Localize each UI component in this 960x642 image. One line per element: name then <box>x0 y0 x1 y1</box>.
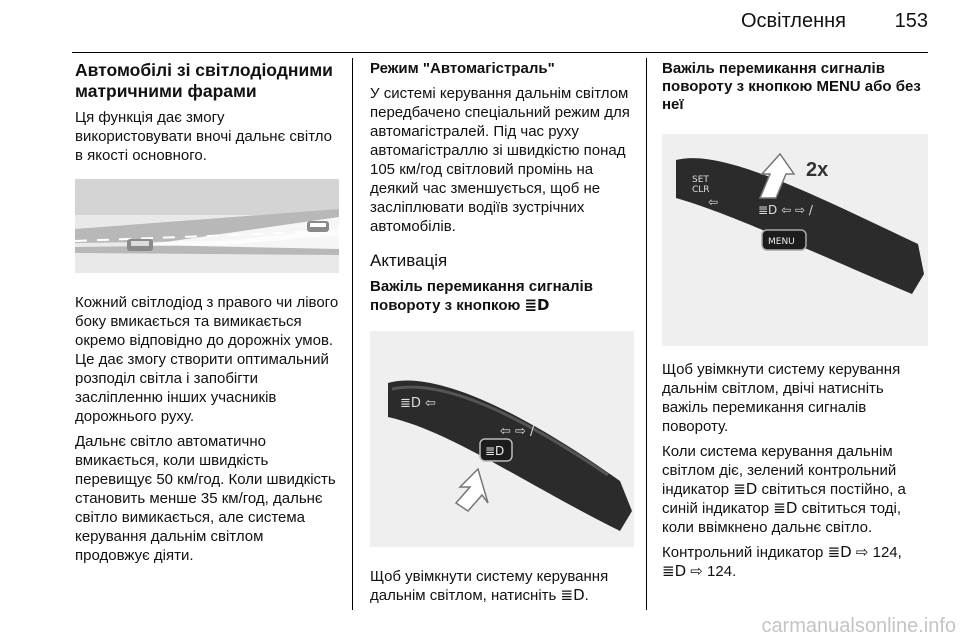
auto-beam-icon: ≣D <box>560 586 585 604</box>
auto-beam-indicator-icon: ≣D <box>827 543 852 561</box>
paragraph-double-press: Щоб увімкнути систему керування дальнім світлом, двічі натисніть важіль перемикання сигналів повороту. <box>662 361 901 435</box>
lever-push-illustration <box>662 134 928 346</box>
caption-press-button: Щоб увімкнути систему керування дальнім світлом, натисніть ≣D. <box>370 568 609 604</box>
watermark: carmanualsonline.info <box>761 615 956 637</box>
car-oncoming-icon <box>307 221 329 232</box>
paragraph-auto-high-beam: Дальнє світло автоматично вмикається, коли швидкість перевищує 50 км/год. Коли швидкість становить менше 35 км/год, дальнє світло вимикається, але система керування дальнім світлом продовжує діяти. <box>75 433 336 564</box>
column-divider-2 <box>646 58 647 610</box>
column-1 <box>75 60 339 571</box>
intro-paragraph: Ця функція дає змогу використовувати вночі дальнє світло в якості основного. <box>75 109 333 164</box>
subheading-button-lever: Важіль перемикання сигналів повороту з кнопкою ≣D <box>370 278 593 314</box>
page-reference-arrow-icon: ⇨ <box>690 562 703 580</box>
svg-text:MENU: MENU <box>768 237 795 247</box>
svg-text:SET: SET <box>692 175 709 185</box>
paragraph-indicator-refs: Контрольний індикатор ≣D ⇨ 124, ≣D ⇨ 124. <box>662 543 902 580</box>
section-heading-highway: Режим "Автомагістраль" <box>370 60 555 77</box>
auto-beam-indicator-icon: ≣D <box>733 480 758 498</box>
page-number: 153 <box>894 10 928 32</box>
column-3 <box>662 60 928 587</box>
high-beam-indicator-icon: ≣D <box>662 562 687 580</box>
section-heading-activation: Активація <box>370 251 448 270</box>
car-front-icon <box>127 239 153 251</box>
column-divider-1 <box>352 58 353 610</box>
svg-text:⇦ ⇨ /: ⇦ ⇨ / <box>500 424 535 439</box>
double-press-label: 2x <box>806 159 829 181</box>
page-reference-2[interactable]: 124. <box>707 563 737 580</box>
paragraph-led-control: Кожний світлодіод з правого чи лівого боку вмикається та вимикається окремо відповідно до дорожніх умов. Це дає змогу створити оптимальний розподіл світла і запобігти засліпленню інших учасників дорожнього руху. <box>75 294 339 425</box>
page-reference-1[interactable]: 124, <box>872 544 902 561</box>
svg-text:CLR: CLR <box>692 185 710 195</box>
lever-button-illustration <box>370 331 634 547</box>
subheading-menu-lever: Важіль перемикання сигналів повороту з кнопкою MENU або без неї <box>662 60 921 113</box>
svg-text:≣D ⇦: ≣D ⇦ <box>400 396 436 411</box>
high-beam-indicator-icon: ≣D <box>773 499 798 517</box>
page-title: Освітлення <box>740 10 846 32</box>
section-heading-matrix: Автомобілі зі світлодіодними матричними фарами <box>75 60 333 101</box>
road-beam-illustration <box>75 179 339 273</box>
auto-beam-icon: ≣D <box>524 296 550 314</box>
header-divider <box>72 52 928 53</box>
svg-text:⇦: ⇦ <box>708 195 719 209</box>
svg-text:≣D: ≣D <box>485 444 505 458</box>
column-2 <box>370 60 634 611</box>
paragraph-indicators: Коли система керування дальнім світлом діє, зелений контрольний індикатор ≣D світиться постійно, а синій індикатор ≣D світиться тоді, коли ввімкнено дальнє світло. <box>662 443 906 536</box>
svg-text:≣D ⇦ ⇨ /: ≣D ⇦ ⇨ / <box>758 203 813 217</box>
page-reference-arrow-icon: ⇨ <box>855 543 869 561</box>
menu-button <box>762 230 806 250</box>
paragraph-highway: У системі керування дальнім світлом передбачено спеціальний режим для автомагістралей. Під час руху автомагістраллю зі швидкістю понад 105 км/год світловий промінь на деякий час зменшується, щоб не засліплювати водіїв зустрічних автомобілів. <box>370 85 630 235</box>
auto-beam-button <box>480 439 512 461</box>
